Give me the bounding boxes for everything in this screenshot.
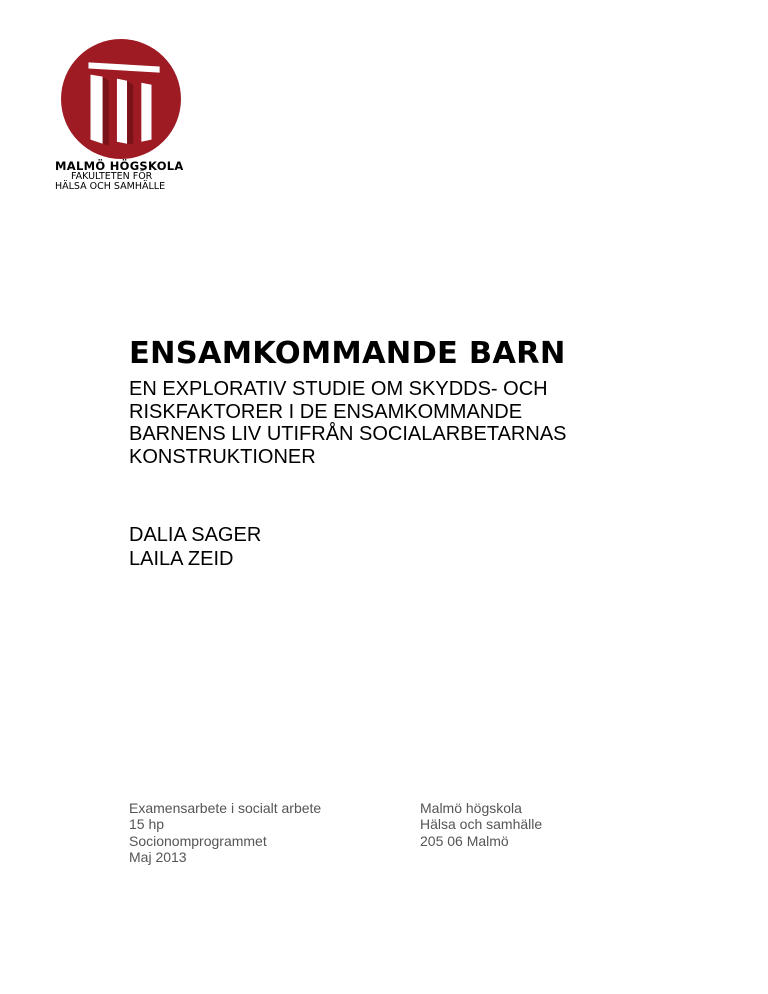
malmo-hogskola-emblem-icon <box>60 38 182 160</box>
institution-address <box>420 800 542 849</box>
logo-name: MALMÖ HÖGSKOLA <box>55 159 184 173</box>
institution-name: Malmö högskola <box>420 800 522 816</box>
university-logo <box>50 38 190 198</box>
logo-faculty-line-1: FAKULTETEN FÖR <box>71 171 153 183</box>
credits: 15 hp <box>129 816 165 833</box>
author-name: DALIA SAGER <box>129 524 262 546</box>
subtitle-line: BARNENS LIV UTIFRÅN SOCIALARBETARNAS <box>129 423 567 445</box>
document-title: ENSAMKOMMANDE BARN <box>129 336 566 371</box>
department: Hälsa och samhälle <box>420 816 543 833</box>
authors <box>129 523 261 571</box>
postal-address: 205 06 Malmö <box>420 832 509 849</box>
subtitle-line: KONSTRUKTIONER <box>129 445 316 468</box>
author-name: LAILA ZEID <box>129 548 234 570</box>
thesis-details <box>129 800 321 865</box>
thesis-type: Examensarbete i socialt arbete <box>129 800 322 816</box>
programme: Socionomprogrammet <box>129 832 267 849</box>
date: Maj 2013 <box>129 848 187 865</box>
subtitle-line: EN EXPLORATIV STUDIE OM SKYDDS- OCH <box>129 378 548 400</box>
subtitle-line: RISKFAKTORER I DE ENSAMKOMMANDE <box>129 400 523 423</box>
title-block <box>129 336 689 468</box>
document-subtitle <box>129 378 689 468</box>
logo-faculty-line-2: HÄLSA OCH SAMHÄLLE <box>55 181 166 193</box>
